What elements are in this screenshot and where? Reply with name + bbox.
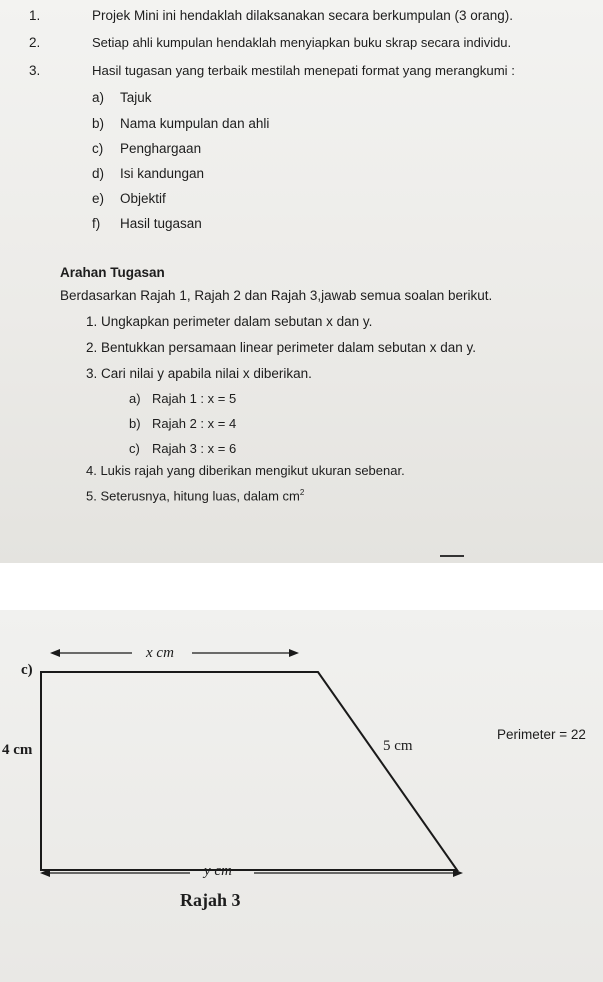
format-item: Hasil tugasan	[120, 216, 202, 231]
superscript: 2	[299, 488, 305, 497]
sub-item: Rajah 3 : x = 6	[152, 441, 237, 456]
question	[86, 488, 304, 503]
format-letter: a)	[92, 90, 105, 105]
left-side-label: 4 cm	[2, 742, 33, 758]
format-item: Objektif	[120, 191, 166, 206]
instruction-text: Setiap ahli kumpulan hendaklah menyiapkan buku skrap secara individu.	[92, 35, 512, 50]
question: 1. Ungkapkan perimeter dalam sebutan x dan y.	[86, 314, 373, 329]
question-text: 5. Seterusnya, hitung luas, dalam cm	[86, 488, 300, 504]
perimeter-label: Perimeter = 22	[497, 727, 586, 742]
sub-letter: a)	[129, 391, 141, 406]
format-letter: b)	[92, 116, 105, 131]
question: 4. Lukis rajah yang diberikan mengikut ukuran sebenar.	[86, 463, 405, 478]
trapezium-diagram	[0, 610, 603, 982]
format-item: Nama kumpulan dan ahli	[120, 116, 270, 131]
sub-item: Rajah 1 : x = 5	[152, 391, 237, 406]
format-item: Tajuk	[120, 90, 152, 105]
top-side-label: x cm	[146, 645, 174, 661]
page-gap	[0, 563, 603, 610]
diagram-caption: Rajah 3	[180, 890, 241, 910]
instruction-text: Projek Mini ini hendaklah dilaksanakan secara berkumpulan (3 orang).	[92, 8, 513, 23]
part-label: c)	[21, 662, 33, 678]
sub-letter: c)	[129, 441, 140, 456]
format-item: Isi kandungan	[120, 166, 205, 181]
format-item: Penghargaan	[120, 141, 202, 156]
slant-side-label: 5 cm	[383, 738, 413, 754]
sub-letter: b)	[129, 416, 141, 431]
instruction-number: 2.	[29, 35, 41, 50]
format-letter: c)	[92, 141, 104, 156]
section-heading: Arahan Tugasan	[60, 265, 165, 280]
arrow-right-icon	[289, 649, 299, 657]
question: 3. Cari nilai y apabila nilai x diberikan.	[86, 366, 312, 381]
question: 2. Bentukkan persamaan linear perimeter dalam sebutan x dan y.	[86, 340, 476, 355]
instruction-number: 3.	[29, 63, 41, 78]
section-intro: Berdasarkan Rajah 1, Rajah 2 dan Rajah 3,jawab semua soalan berikut.	[60, 288, 493, 303]
instruction-text: Hasil tugasan yang terbaik mestilah menepati format yang merangkumi :	[92, 63, 515, 78]
format-letter: f)	[92, 216, 101, 231]
sub-item: Rajah 2 : x = 4	[152, 416, 237, 431]
bottom-side-label: y cm	[204, 863, 232, 879]
arrow-left-icon	[50, 649, 60, 657]
instruction-number: 1.	[29, 8, 41, 23]
pen-mark	[440, 555, 464, 557]
format-letter: d)	[92, 166, 105, 181]
format-letter: e)	[92, 191, 105, 206]
trapezium-shape	[41, 672, 457, 870]
